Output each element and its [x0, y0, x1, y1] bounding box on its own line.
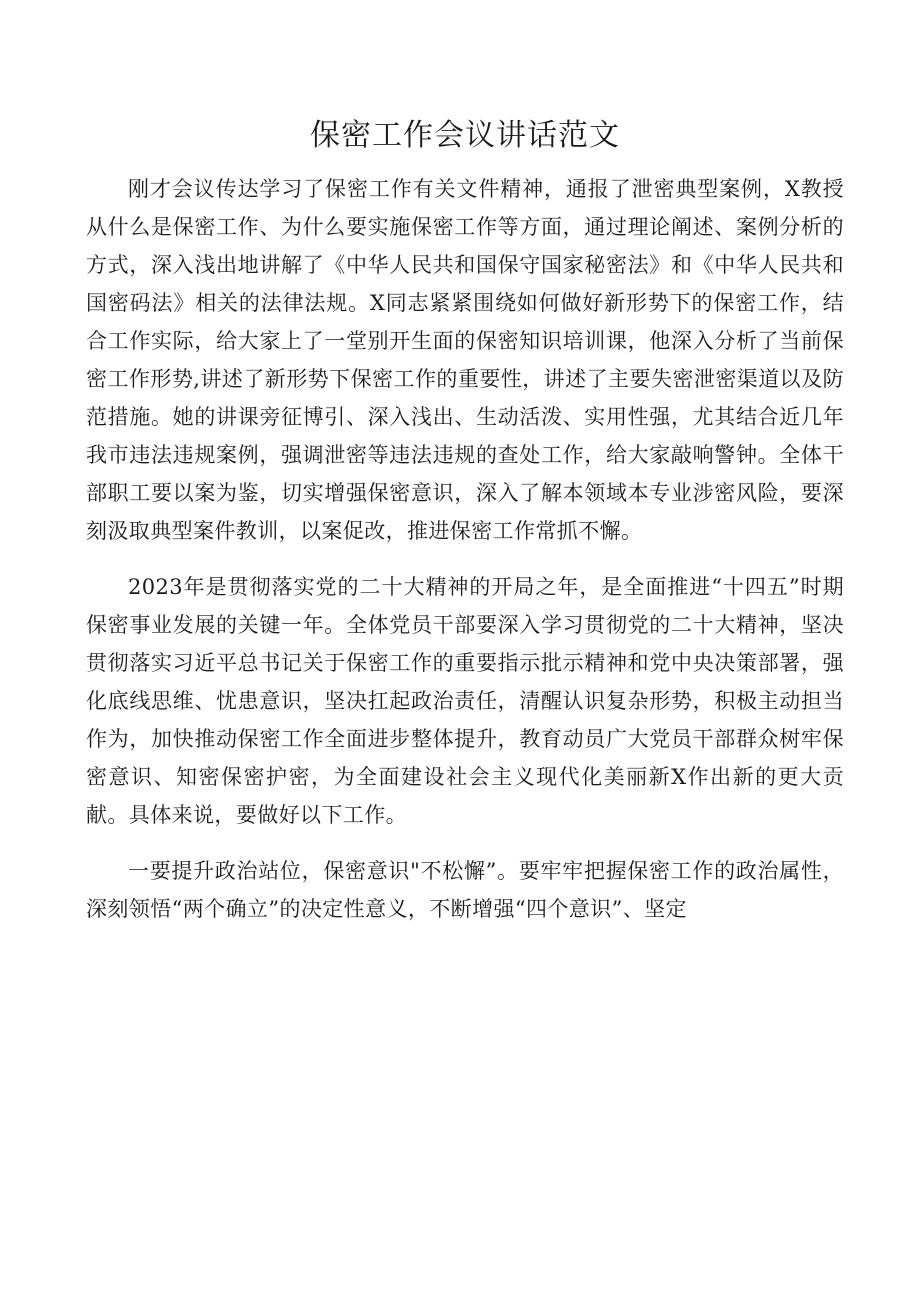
- document-title: 保密工作会议讲话范文: [310, 118, 620, 153]
- paragraph-1: 刚才会议传达学习了保密工作有关文件精神，通报了泄密典型案例，X教授从什么是保密工作、为什么要实施保密工作等方面，通过理论阐述、案例分析的方式，深入浅出地讲解了《中华人民共和国保守国家秘密法》和《中华人民共和国密码法》相关的法律法规。X同志紧紧围绕如何做好新形势下的保密工作，结合工作实际，给大家上了一堂别开生面的保密知识培训课，他深入分析了当前保密工作形势,讲述了新形势下保密工作的重要性，讲述了主要失密泄密渠道以及防范措施。她的讲课旁征博引、深入浅出、生动活泼、实用性强，尤其结合近几年我市违法违规案例，强调泄密等违法违规的查处工作，给大家敲响警钟。全体干部职工要以案为鉴，切实增强保密意识，深入了解本领域本专业涉密风险，要深刻汲取典型案件教训，以案促改，推进保密工作常抓不懈。: [86, 177, 844, 543]
- paragraph-3: 一要提升政治站位，保密意识"不松懈”。要牢牢把握保密工作的政治属性，深刻领悟“两个确立”的决定性意义，不断增强“四个意识”、坚定: [86, 859, 844, 921]
- paragraph-2: 2023年是贯彻落实党的二十大精神的开局之年，是全面推进“十四五”时期保密事业发展的关键一年。全体党员干部要深入学习贯彻党的二十大精神，坚决贯彻落实习近平总书记关于保密工作的重要指示批示精神和党中央决策部署，强化底线思维、忧患意识，坚决扛起政治责任，清醒认识复杂形势，积极主动担当作为，加快推动保密工作全面进步整体提升，教育动员广大党员干部群众树牢保密意识、知密保密护密，为全面建设社会主义现代化美丽新X作出新的更大贡献。具体来说，要做好以下工作。: [86, 575, 844, 827]
